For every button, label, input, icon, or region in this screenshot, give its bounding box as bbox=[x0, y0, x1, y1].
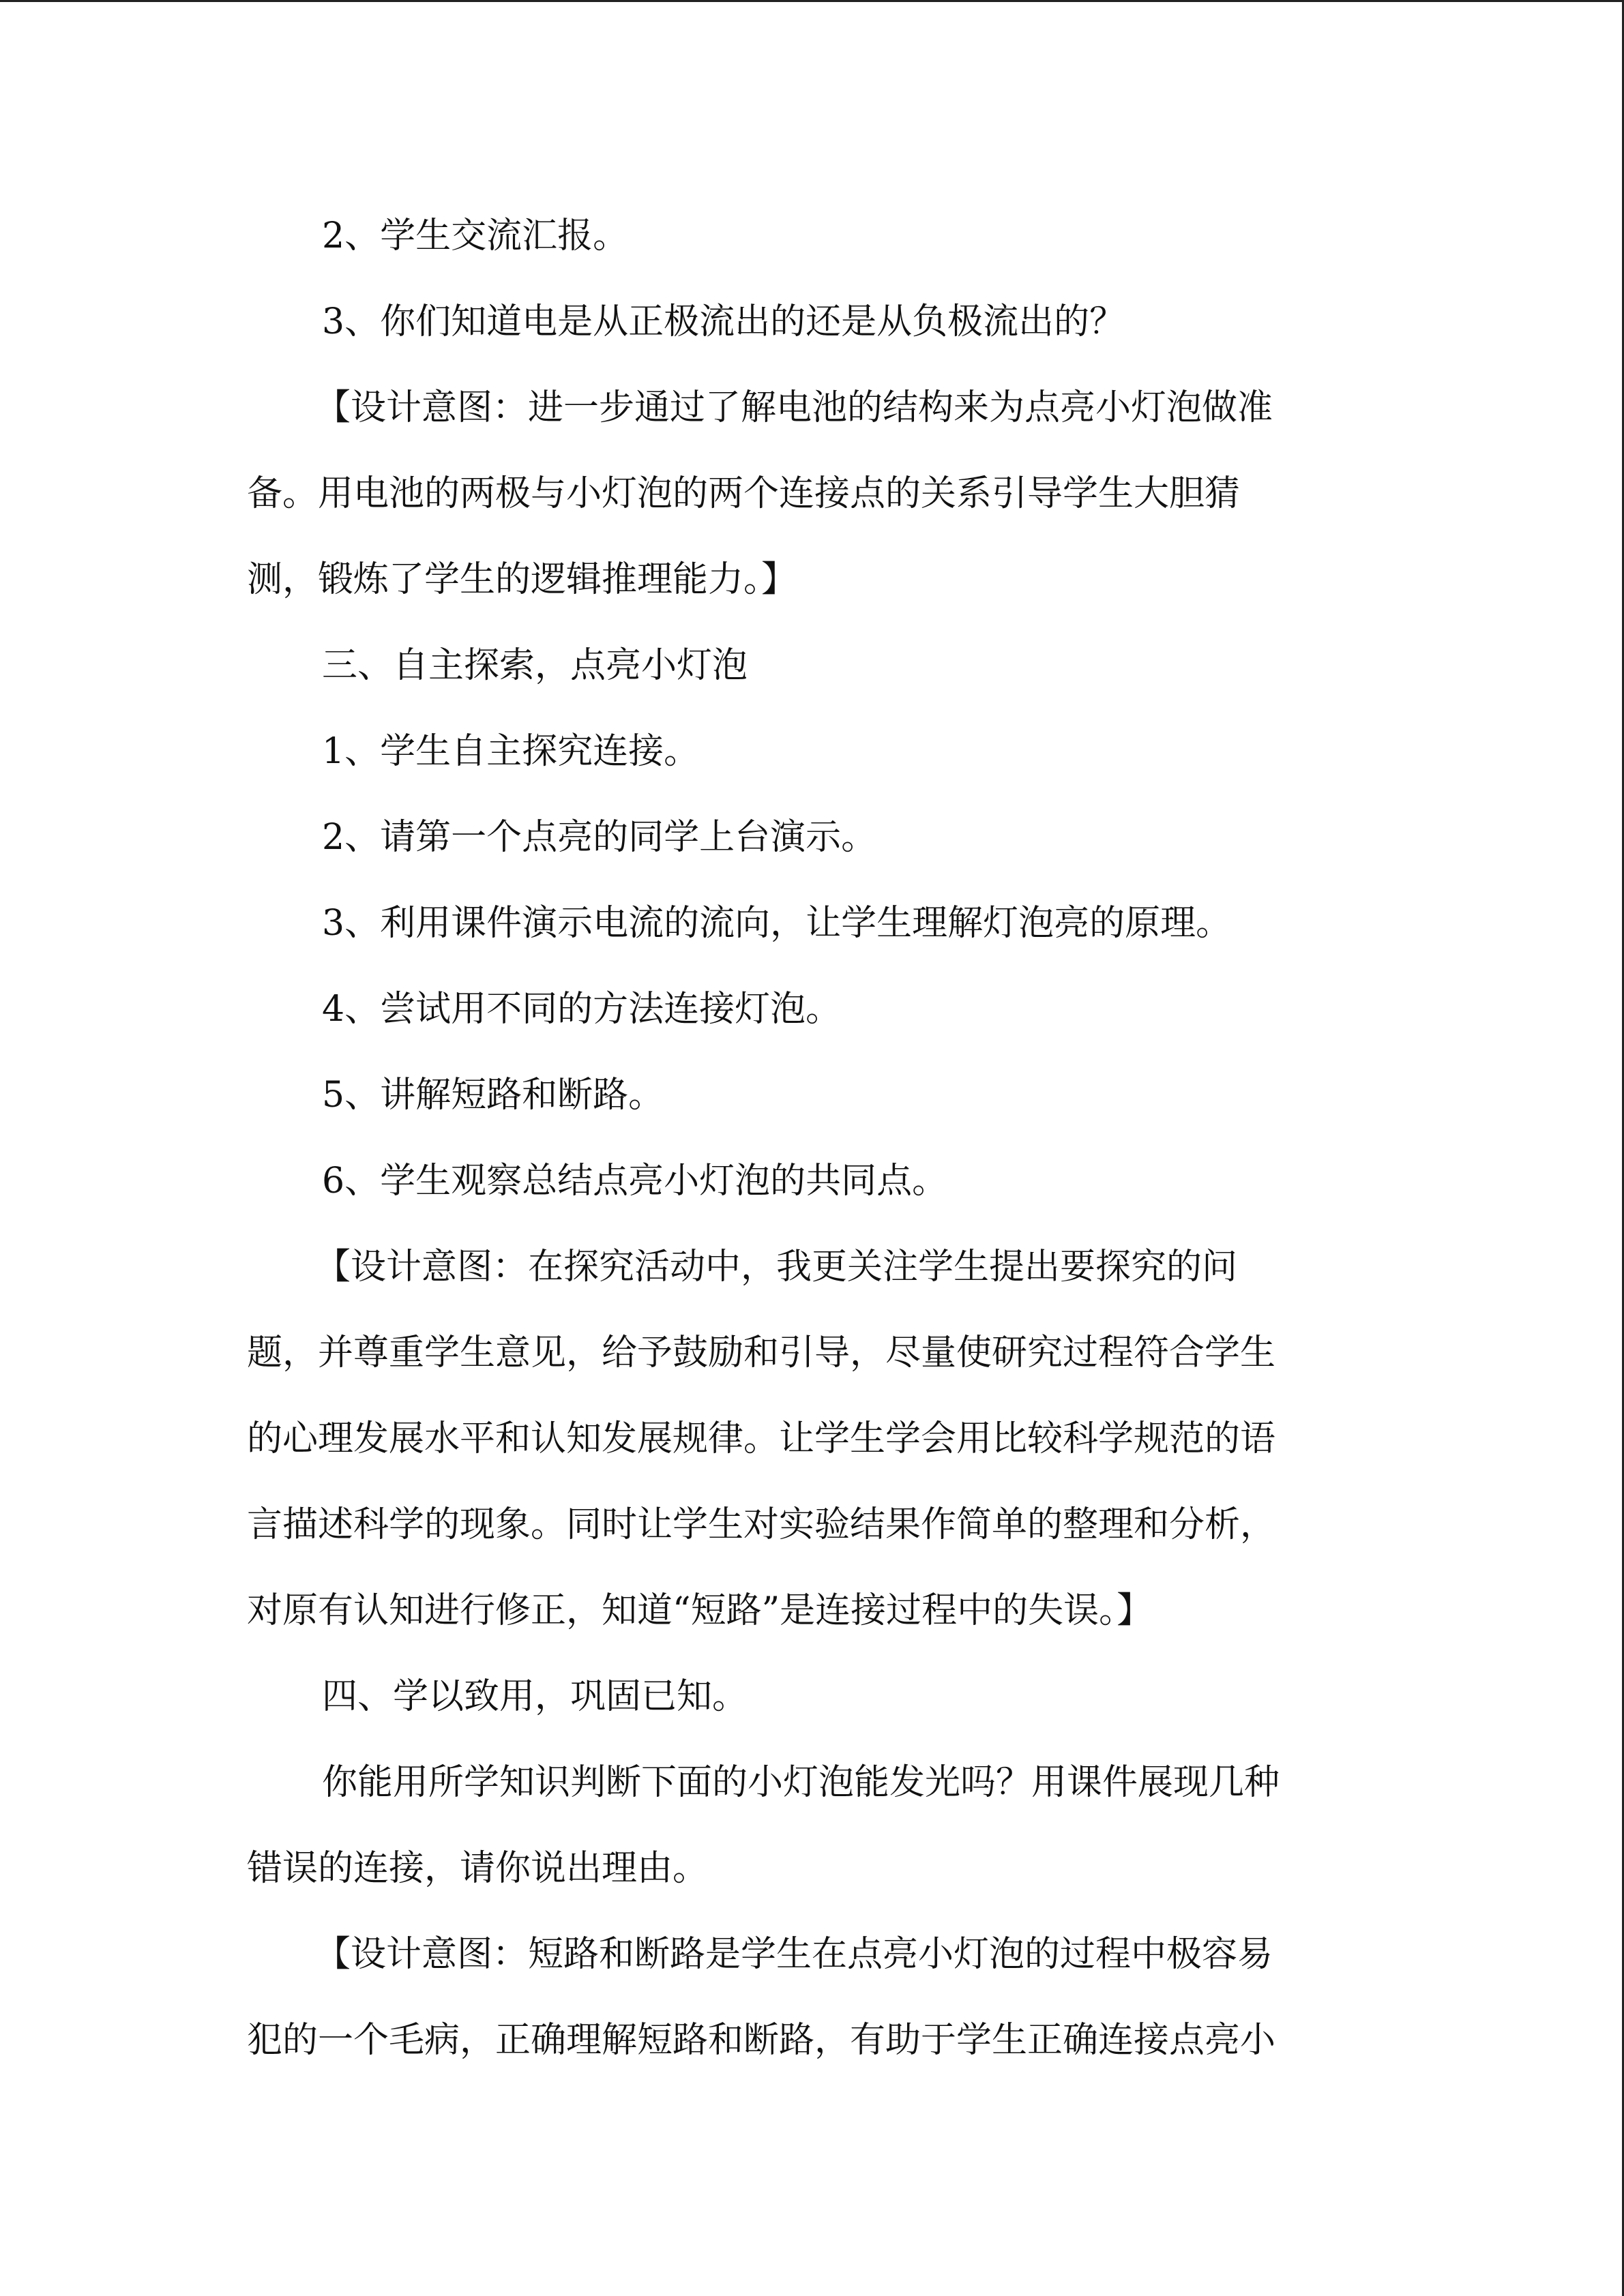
question-paragraph bbox=[247, 1740, 1365, 1911]
design-intent-3-line: 犯的一个毛病，正确理解短路和断路，有助于学生正确连接点亮小 bbox=[247, 2020, 1276, 2061]
list-item: 5、讲解短路和断路。 bbox=[322, 1075, 664, 1116]
design-intent-2-line: 言描述科学的现象。同时让学生对实验结果作简单的整理和分析， bbox=[247, 1504, 1276, 1545]
design-intent-1-line: 备。用电池的两极与小灯泡的两个连接点的关系引导学生大胆猜 bbox=[247, 473, 1241, 514]
list-item: 1、学生自主探究连接。 bbox=[322, 731, 700, 772]
list-item: 6、学生观察总结点亮小灯泡的共同点。 bbox=[322, 1161, 948, 1202]
list-item: 4、尝试用不同的方法连接灯泡。 bbox=[322, 989, 842, 1030]
step-report: 2、学生交流汇报。 bbox=[322, 215, 629, 256]
design-intent-2-line: 对原有认知进行修正，知道“短路”是连接过程中的失误。】 bbox=[247, 1590, 1153, 1631]
section-heading-3: 三、自主探索，点亮小灯泡 bbox=[322, 645, 748, 686]
design-intent-2-line: 的心理发展水平和认知发展规律。让学生学会用比较科学规范的语 bbox=[247, 1418, 1276, 1459]
design-intent-3-line: 【设计意图：短路和断路是学生在点亮小灯泡的过程中极容易 bbox=[315, 1934, 1273, 1975]
design-intent-2-line: 【设计意图：在探究活动中，我更关注学生提出要探究的问 bbox=[315, 1247, 1238, 1287]
question-line: 你能用所学知识判断下面的小灯泡能发光吗？用课件展现几种 bbox=[322, 1762, 1280, 1803]
design-intent-2-line: 题，并尊重学生意见，给予鼓励和引导，尽量使研究过程符合学生 bbox=[247, 1332, 1276, 1373]
question-line: 错误的连接，请你说出理由。 bbox=[247, 1848, 709, 1889]
design-intent-1-line: 测，锻炼了学生的逻辑推理能力。】 bbox=[247, 559, 797, 600]
document-body bbox=[247, 193, 1365, 2083]
design-intent-1-line: 【设计意图：进一步通过了解电池的结构来为点亮小灯泡做准 bbox=[315, 387, 1273, 428]
list-item: 3、利用课件演示电流的流向，让学生理解灯泡亮的原理。 bbox=[322, 903, 1232, 944]
page-border-top bbox=[0, 0, 1624, 2]
design-intent-3 bbox=[247, 1911, 1365, 2083]
design-intent-2 bbox=[247, 1224, 1365, 1654]
section-heading-4: 四、学以致用，巩固已知。 bbox=[322, 1676, 748, 1717]
design-intent-1 bbox=[247, 365, 1365, 623]
list-item: 2、请第一个点亮的同学上台演示。 bbox=[322, 817, 877, 858]
step-question-current: 3、你们知道电是从正极流出的还是从负极流出的？ bbox=[322, 301, 1125, 342]
